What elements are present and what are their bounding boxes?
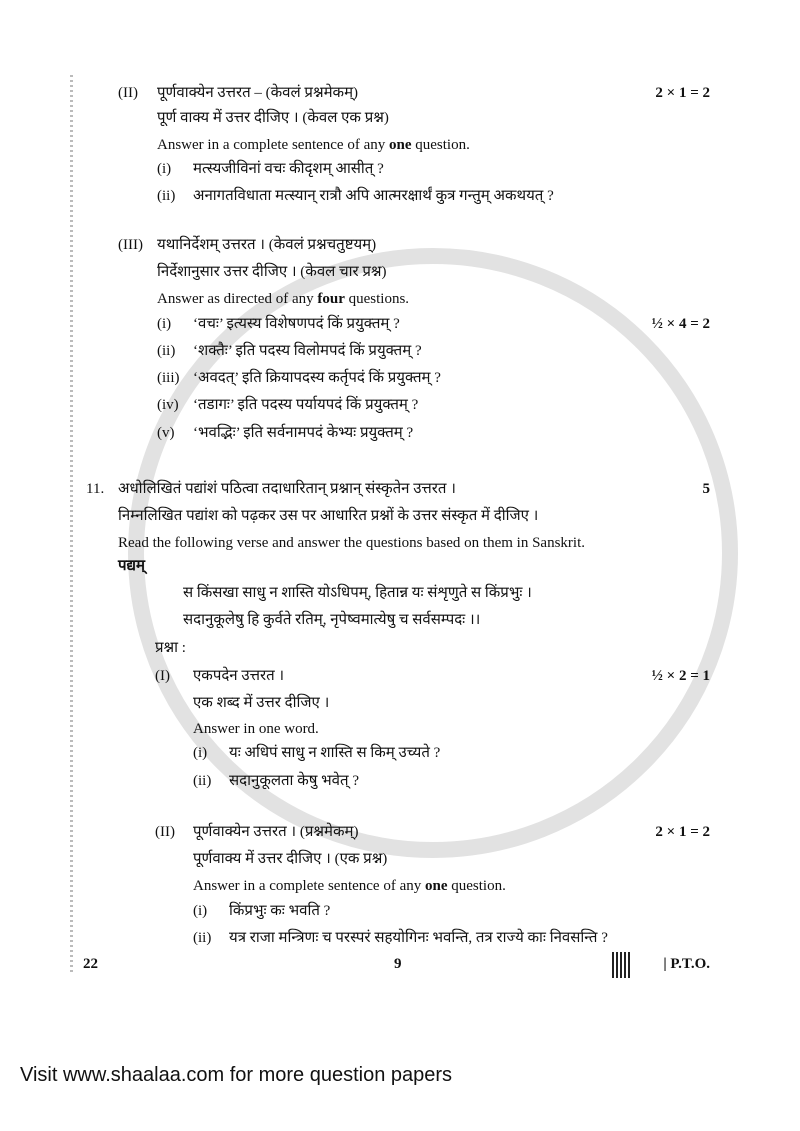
part-ii-label: (II) [155, 824, 175, 840]
section-iii-label: (III) [118, 237, 143, 253]
question-item: (ii) सदानुकूलता केषु भवेत् ? [193, 773, 359, 789]
paper-code: 22 [83, 956, 98, 972]
question-item: (i) किंप्रभुः कः भवति ? [193, 903, 331, 919]
question-item: (iii) ‘अवदत्’ इति क्रियापदस्य कर्तृपदं किं प्रयुक्तम् ? [157, 370, 441, 386]
part-i-hindi: एक शब्द में उत्तर दीजिए । [193, 695, 330, 711]
q11-title: अधोलिखितं पद्यांशं पठित्वा तदाधारितान् प्रश्नान् संस्कृतेन उत्तरत । [118, 481, 456, 497]
question-item: (iv) ‘तडागः’ इति पदस्य पर्यायपदं किं प्रयुक्तम् ? [157, 397, 419, 413]
questions-label: प्रश्ना : [155, 640, 186, 656]
verse-line: स किंसखा साधु न शास्ति योऽधिपम्, हितान्न यः संशृणुते स किंप्रभुः । [183, 585, 532, 601]
part-i-english: Answer in one word. [193, 721, 319, 737]
section-iii-english: Answer as directed of any four questions. [157, 291, 410, 307]
part-ii-title: पूर्णवाक्येन उत्तरत । (प्रश्नमेकम्) [193, 824, 359, 840]
pto-label: | P.T.O. [663, 956, 710, 972]
question-item: (v) ‘भवद्भिः’ इति सर्वनामपदं केभ्यः प्रयुक्तम् ? [157, 425, 414, 441]
section-ii-title: पूर्णवाक्येन उत्तरत – (केवलं प्रश्नमेकम्) [157, 85, 359, 101]
part-ii-hindi: पूर्णवाक्य में उत्तर दीजिए । (एक प्रश्न) [193, 851, 388, 867]
question-number: 11. [86, 481, 105, 497]
section-ii-english: Answer in a complete sentence of any one question. [157, 137, 470, 153]
section-iii-marks: ½ × 4 = 2 [651, 316, 710, 332]
part-ii-marks: 2 × 1 = 2 [655, 824, 710, 840]
question-item: (ii) अनागतविधाता मत्स्यान् रात्रौ अपि आत्मरक्षार्थं कुत्र गन्तुम् अकथयत् ? [157, 188, 554, 204]
question-item: (ii) ‘शक्तैः’ इति पदस्य विलोमपदं किं प्रयुक्तम् ? [157, 343, 422, 359]
scan-edge [70, 75, 73, 975]
question-item: (i) ‘वचः’ इत्यस्य विशेषणपदं किं प्रयुक्तम् ? [157, 316, 400, 332]
part-ii-english: Answer in a complete sentence of any one question. [193, 878, 506, 894]
question-item: (i) यः अधिपं साधु न शास्ति स किम् उच्यते ? [193, 745, 441, 761]
part-i-label: (I) [155, 668, 170, 684]
section-ii-label: (II) [118, 85, 138, 101]
part-i-marks: ½ × 2 = 1 [651, 668, 710, 684]
section-iii-title: यथानिर्देशम् उत्तरत । (केवलं प्रश्नचतुष्टयम्) [157, 237, 377, 253]
q11-hindi: निम्नलिखित पद्यांश को पढ़कर उस पर आधारित प्रश्नों के उत्तर संस्कृत में दीजिए । [118, 508, 539, 524]
section-ii-marks: 2 × 1 = 2 [655, 85, 710, 101]
q11-english: Read the following verse and answer the questions based on them in Sanskrit. [118, 535, 585, 551]
verse-line: सदानुकूलेषु हि कुर्वते रतिम्, नृपेष्वमात्येषु च सर्वसम्पदः ।। [183, 612, 481, 628]
part-i-title: एकपदेन उत्तरत । [193, 668, 285, 684]
q11-marks: 5 [702, 481, 710, 497]
section-ii-hindi: पूर्ण वाक्य में उत्तर दीजिए । (केवल एक प्रश्न) [157, 110, 389, 126]
qr-code-icon [612, 952, 632, 978]
verse-label: पद्यम् [118, 558, 145, 574]
page-number: 9 [394, 956, 402, 972]
section-iii-hindi: निर्देशानुसार उत्तर दीजिए । (केवल चार प्रश्न) [157, 264, 387, 280]
question-item: (ii) यत्र राजा मन्त्रिणः च परस्परं सहयोगिनः भवन्ति, तत्र राज्ये काः निवसन्ति ? [193, 930, 608, 946]
site-footer-link[interactable]: Visit www.shaalaa.com for more question papers [20, 1064, 453, 1086]
question-item: (i) मत्स्यजीविनां वचः कीदृशम् आसीत् ? [157, 161, 384, 177]
